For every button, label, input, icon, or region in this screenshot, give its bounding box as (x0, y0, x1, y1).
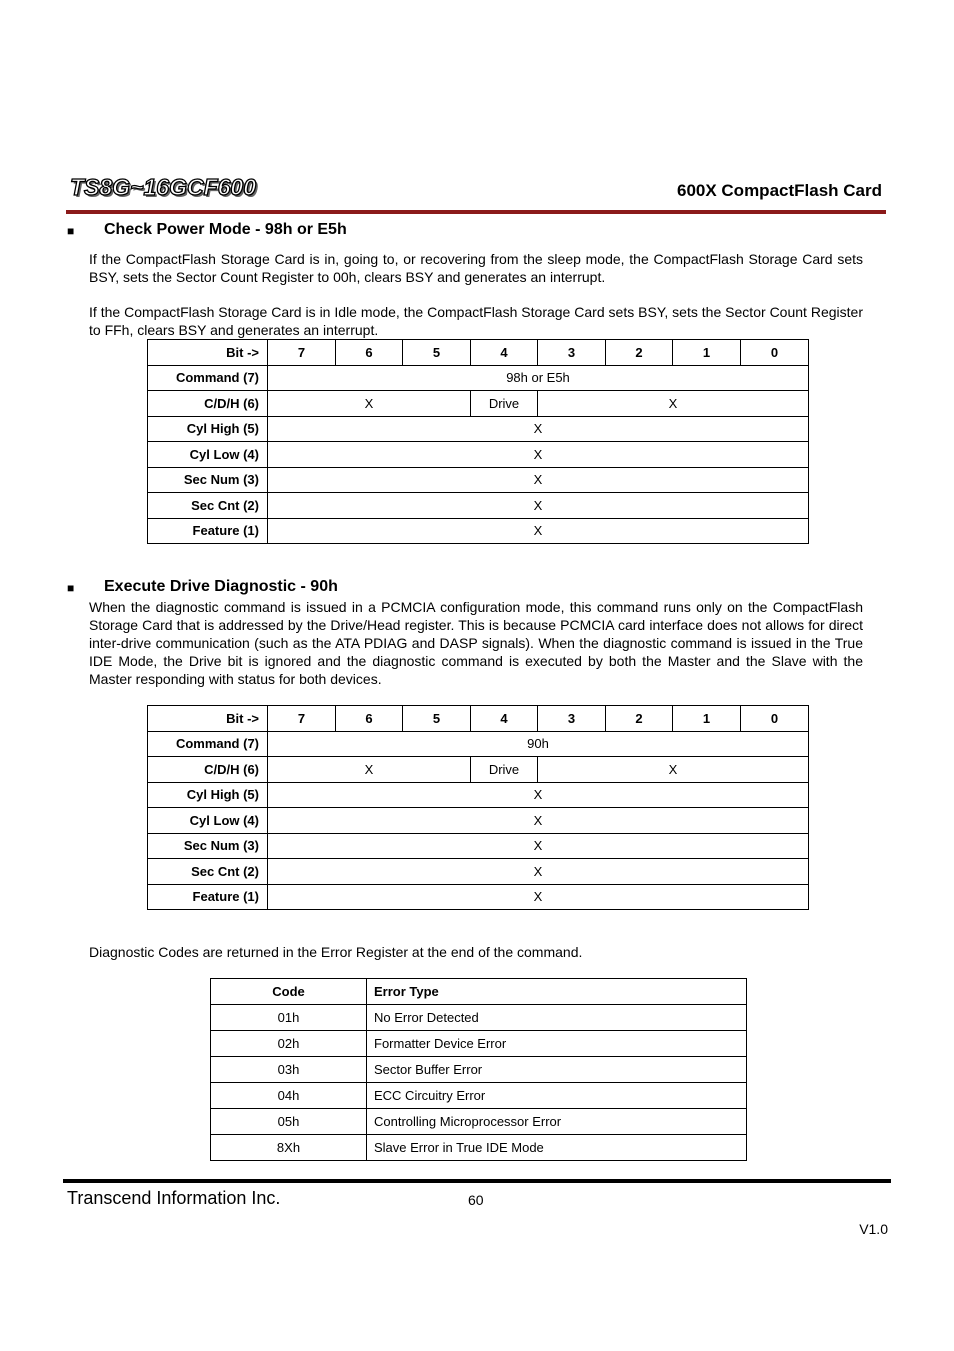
row-label: Command (7) (148, 731, 268, 757)
paragraph: If the CompactFlash Storage Card is in, going to, or recovering from the sleep mode, the CompactFlash Storage Card sets BSY, sets the Sector Count Register to 00h, clears BSY and generates an interrupt. (89, 251, 863, 285)
section-title-execute-drive-diagnostic: Execute Drive Diagnostic - 90h (104, 578, 338, 595)
table-row (148, 859, 809, 885)
bit-header: 3 (538, 706, 606, 732)
bit-header: 0 (741, 340, 809, 366)
company-name: Transcend Information Inc. (67, 1188, 281, 1208)
row-label: Sec Num (3) (148, 833, 268, 859)
row-label: Cyl High (5) (148, 782, 268, 808)
bullet-icon: ■ (67, 224, 75, 238)
column-header: Error Type (367, 979, 747, 1005)
error-type-cell: Controlling Microprocessor Error (367, 1109, 747, 1135)
table-row (211, 1083, 747, 1109)
error-type-cell: No Error Detected (367, 1005, 747, 1031)
row-label: Cyl High (5) (148, 416, 268, 442)
table-row (148, 757, 809, 783)
table-row (148, 391, 809, 417)
footer-divider (63, 1179, 891, 1183)
table-row (148, 884, 809, 910)
cell-value: X (268, 416, 809, 442)
table-row (148, 833, 809, 859)
code-cell: 04h (211, 1083, 367, 1109)
table-row (211, 1057, 747, 1083)
error-type-cell: ECC Circuitry Error (367, 1083, 747, 1109)
bit-header-label: Bit -> (148, 340, 268, 366)
table-row (148, 706, 809, 732)
row-label: Sec Cnt (2) (148, 859, 268, 885)
table-row (211, 1031, 747, 1057)
cell-value: X (268, 467, 809, 493)
command-value: 90h (268, 731, 809, 757)
code-cell: 03h (211, 1057, 367, 1083)
error-type-cell: Formatter Device Error (367, 1031, 747, 1057)
cell-value: X (268, 518, 809, 544)
table-row (148, 808, 809, 834)
table-row (148, 518, 809, 544)
error-type-cell: Sector Buffer Error (367, 1057, 747, 1083)
row-label: Cyl Low (4) (148, 442, 268, 468)
bit-header: 6 (336, 706, 403, 732)
product-logo: TS8G~16GCF600 (70, 174, 257, 200)
code-cell: 02h (211, 1031, 367, 1057)
section-title-check-power-mode: Check Power Mode - 98h or E5h (104, 221, 347, 238)
bit-header: 5 (403, 706, 471, 732)
bit-header: 3 (538, 340, 606, 366)
diagnostic-codes-table (210, 978, 747, 1161)
cell-value: X (538, 757, 809, 783)
bit-header: 2 (606, 706, 673, 732)
cell-value: X (268, 833, 809, 859)
bit-header: 2 (606, 340, 673, 366)
table-row (148, 467, 809, 493)
cell-value: X (268, 859, 809, 885)
register-table-execute-drive-diagnostic (147, 705, 809, 910)
bit-header: 1 (673, 340, 741, 366)
bit-header: 6 (336, 340, 403, 366)
table-row (148, 340, 809, 366)
cell-value: X (268, 782, 809, 808)
drive-bit-cell: Drive (471, 757, 538, 783)
table-row (211, 1135, 747, 1161)
cell-value: X (268, 493, 809, 519)
command-value: 98h or E5h (268, 365, 809, 391)
row-label: C/D/H (6) (148, 757, 268, 783)
code-cell: 05h (211, 1109, 367, 1135)
bit-header: 0 (741, 706, 809, 732)
cell-value: X (268, 391, 471, 417)
row-label: Sec Num (3) (148, 467, 268, 493)
bullet-icon: ■ (67, 581, 75, 595)
row-label: Sec Cnt (2) (148, 493, 268, 519)
cell-value: X (268, 808, 809, 834)
bit-header: 7 (268, 706, 336, 732)
table-row (148, 782, 809, 808)
row-label: Command (7) (148, 365, 268, 391)
error-type-cell: Slave Error in True IDE Mode (367, 1135, 747, 1161)
row-label: C/D/H (6) (148, 391, 268, 417)
row-label: Feature (1) (148, 518, 268, 544)
table-row (148, 731, 809, 757)
cell-value: X (268, 884, 809, 910)
table-row (211, 1005, 747, 1031)
drive-bit-cell: Drive (471, 391, 538, 417)
code-cell: 8Xh (211, 1135, 367, 1161)
paragraph: If the CompactFlash Storage Card is in Idle mode, the CompactFlash Storage Card sets BSY, sets the Sector Count Register to FFh, clears BSY and generates an interrupt. (89, 304, 863, 338)
table-row (211, 979, 747, 1005)
code-cell: 01h (211, 1005, 367, 1031)
table-row (148, 365, 809, 391)
bit-header: 5 (403, 340, 471, 366)
row-label: Cyl Low (4) (148, 808, 268, 834)
paragraph: When the diagnostic command is issued in a PCMCIA configuration mode, this command runs only on the CompactFlash Storage Card that is addressed by the Drive/Head register. This is because PCMCIA card interface does not allows for direct inter-drive communication (such as the ATA PDIAG and DASP signals). When the diagnostic command is issued in the True IDE Mode, the Drive bit is ignored and the diagnostic command is executed by both the Master and the Slave with the Master responding with status for both devices. (89, 599, 863, 687)
table-row (148, 416, 809, 442)
version-label: V1.0 (859, 1221, 888, 1237)
bit-header: 7 (268, 340, 336, 366)
product-title: 600X CompactFlash Card (676, 181, 882, 200)
register-table-check-power-mode (147, 339, 809, 544)
bit-header: 4 (471, 340, 538, 366)
cell-value: X (268, 757, 471, 783)
cell-value: X (538, 391, 809, 417)
cell-value: X (268, 442, 809, 468)
header-divider (66, 210, 886, 214)
bit-header: 1 (673, 706, 741, 732)
codes-intro: Diagnostic Codes are returned in the Error Register at the end of the command. (89, 944, 583, 960)
page-number: 60 (468, 1192, 484, 1208)
bit-header-label: Bit -> (148, 706, 268, 732)
table-row (148, 442, 809, 468)
bit-header: 4 (471, 706, 538, 732)
table-row (211, 1109, 747, 1135)
table-row (148, 493, 809, 519)
column-header: Code (211, 979, 367, 1005)
row-label: Feature (1) (148, 884, 268, 910)
